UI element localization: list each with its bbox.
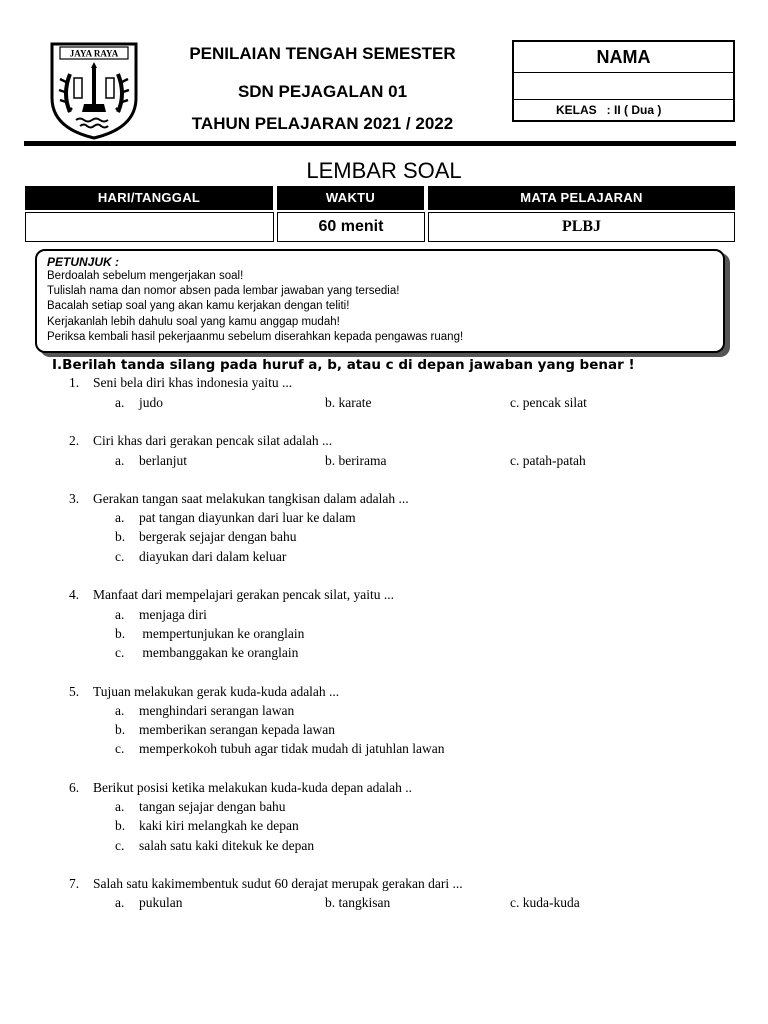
option-letter: b. — [115, 722, 126, 737]
option-letter: c. — [510, 453, 520, 468]
option-b[interactable] — [325, 895, 390, 911]
cell-day-date — [25, 212, 274, 242]
option-text: judo — [139, 395, 164, 410]
question-number: 2. — [69, 433, 80, 448]
question-2 — [69, 433, 332, 449]
instruction-line: Berdoalah sebelum mengerjakan soal! — [47, 270, 244, 282]
instruction-line: Tulislah nama dan nomor absen pada lembar jawaban yang tersedia! — [47, 285, 400, 298]
option-letter: a. — [115, 395, 125, 410]
option-letter: b. — [325, 395, 336, 410]
question-6 — [69, 780, 412, 796]
instruction-line: Kerjakanlah lebih dahulu soal yang kamu anggap mudah! — [47, 315, 340, 328]
header-day-date: HARI/TANGGAL — [25, 186, 273, 210]
option-text: membanggakan ke oranglain — [139, 645, 299, 660]
instruction-line: Periksa kembali hasil pekerjaanmu sebelum diserahkan kepada pengawas ruang! — [47, 330, 464, 343]
question-text: Salah satu kakimembentuk sudut 60 derajat merupak gerakan dari ... — [93, 876, 463, 891]
question-text: Berikut posisi ketika melakukan kuda-kuda depan adalah .. — [93, 780, 413, 795]
option-text: menjaga diri — [139, 607, 207, 622]
option-text: berirama — [338, 453, 387, 468]
header-school-name: SDN PEJAGALAN 01 — [237, 82, 408, 101]
option-text: karate — [338, 395, 372, 410]
question-text: Ciri khas dari gerakan pencak silat adalah ... — [93, 433, 333, 448]
question-text: Seni bela diri khas indonesia yaitu ... — [93, 375, 293, 390]
instructions-box — [35, 249, 725, 353]
option-letter: a. — [115, 799, 125, 814]
option-letter: c. — [510, 395, 520, 410]
cell-time: 60 menit — [277, 212, 425, 242]
name-box — [512, 40, 735, 122]
option-b[interactable] — [115, 818, 299, 834]
question-text: Tujuan melakukan gerak kuda-kuda adalah ... — [93, 684, 340, 699]
page-title: LEMBAR SOAL — [306, 158, 462, 183]
option-c[interactable] — [115, 645, 298, 661]
name-field[interactable] — [514, 73, 733, 100]
question-5 — [69, 684, 339, 700]
option-text: salah satu kaki ditekuk ke depan — [139, 838, 315, 853]
option-c[interactable] — [510, 895, 580, 911]
question-1 — [69, 375, 292, 391]
option-text: pukulan — [139, 895, 183, 910]
option-c[interactable] — [510, 453, 586, 469]
header-exam-name: PENILAIAN TENGAH SEMESTER — [189, 44, 456, 63]
question-7 — [69, 876, 463, 892]
option-c[interactable] — [115, 549, 286, 565]
question-number: 4. — [69, 587, 80, 602]
question-number: 7. — [69, 876, 80, 891]
option-text: kuda-kuda — [522, 895, 580, 910]
question-number: 3. — [69, 491, 80, 506]
instruction-line: Bacalah setiap soal yang akan kamu kerjakan dengan teliti! — [47, 300, 350, 313]
option-b[interactable] — [115, 722, 335, 738]
option-text: memberikan serangan kepada lawan — [139, 722, 336, 737]
option-letter: a. — [115, 510, 125, 525]
question-number: 1. — [69, 375, 80, 390]
option-letter: b. — [115, 529, 126, 544]
option-b[interactable] — [115, 529, 297, 545]
option-letter: b. — [325, 453, 336, 468]
option-letter: b. — [115, 626, 126, 641]
question-number: 5. — [69, 684, 80, 699]
question-number: 6. — [69, 780, 80, 795]
question-3 — [69, 491, 409, 507]
option-letter: c. — [115, 741, 125, 756]
option-b[interactable] — [325, 395, 371, 411]
option-text: berlanjut — [139, 453, 187, 468]
cell-subject: PLBJ — [428, 212, 735, 242]
class-row — [514, 100, 733, 122]
option-text: menghindari serangan lawan — [139, 703, 295, 718]
option-a[interactable] — [115, 799, 286, 815]
option-a[interactable] — [115, 607, 207, 623]
question-4 — [69, 587, 394, 603]
option-letter: a. — [115, 453, 125, 468]
question-text: Gerakan tangan saat melakukan tangkisan dalam adalah ... — [93, 491, 409, 506]
option-a[interactable] — [115, 510, 356, 526]
class-value: : II ( Dua ) — [606, 103, 662, 117]
option-letter: c. — [115, 645, 125, 660]
option-b[interactable] — [115, 626, 304, 642]
jaya-raya-emblem-logo — [48, 40, 140, 140]
option-a[interactable] — [115, 703, 294, 719]
header-subject: MATA PELAJARAN — [428, 186, 735, 210]
option-text: pat tangan diayunkan dari luar ke dalam — [139, 510, 356, 525]
option-a[interactable] — [115, 453, 187, 469]
option-text: diayukan dari dalam keluar — [139, 549, 287, 564]
option-text: patah-patah — [522, 453, 586, 468]
class-label: KELAS — [556, 103, 597, 117]
instructions-title: PETUNJUK : — [47, 255, 120, 269]
header-time: WAKTU — [277, 186, 424, 210]
question-text: Manfaat dari mempelajari gerakan pencak silat, yaitu ... — [93, 587, 394, 602]
section-instruction: I.Berilah tanda silang pada huruf a, b, atau c di depan jawaban yang benar ! — [52, 357, 635, 373]
option-letter: b. — [325, 895, 336, 910]
header-divider — [24, 141, 736, 146]
option-c[interactable] — [115, 741, 445, 757]
option-letter: a. — [115, 895, 125, 910]
option-a[interactable] — [115, 395, 163, 411]
option-text: mempertunjukan ke oranglain — [139, 626, 305, 641]
option-text: kaki kiri melangkah ke depan — [139, 818, 299, 833]
name-label: NAMA — [514, 42, 733, 73]
option-text: bergerak sejajar dengan bahu — [139, 529, 297, 544]
option-text: tangkisan — [338, 895, 391, 910]
option-text: tangan sejajar dengan bahu — [139, 799, 286, 814]
option-text: pencak silat — [522, 395, 587, 410]
option-a[interactable] — [115, 895, 183, 911]
option-b[interactable] — [325, 453, 386, 469]
option-letter: c. — [115, 549, 125, 564]
svg-text:JAYA RAYA: JAYA RAYA — [69, 48, 119, 59]
option-letter: a. — [115, 703, 125, 718]
option-c[interactable] — [510, 395, 587, 411]
option-letter: c. — [510, 895, 520, 910]
option-letter: b. — [115, 818, 126, 833]
header-school-year: TAHUN PELAJARAN 2021 / 2022 — [191, 114, 454, 133]
option-c[interactable] — [115, 838, 314, 854]
option-letter: a. — [115, 607, 125, 622]
option-letter: c. — [115, 838, 125, 853]
option-text: memperkokoh tubuh agar tidak mudah di jatuhlan lawan — [139, 741, 445, 756]
